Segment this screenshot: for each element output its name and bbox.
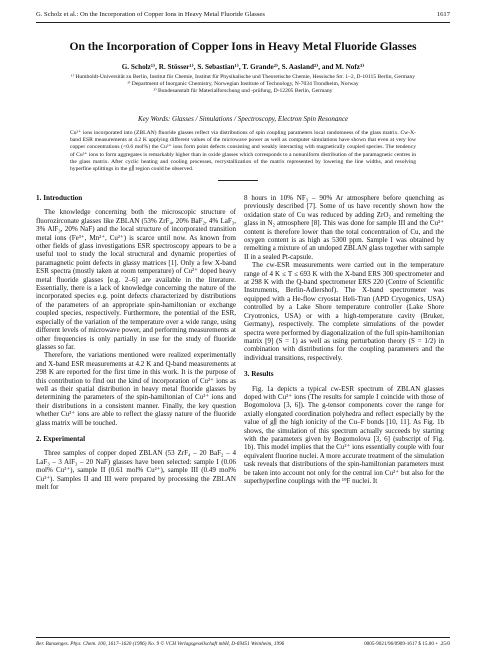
journal-citation: Ber. Bunsenges. Phys. Chem. 100, 1617–1620 (1996) No. 9 © VCH Verlagsgesellschaft mbH, D-69451 Weinheim, 1996: [36, 641, 285, 647]
issn-code: 0005-9021/96/0909-1617 $ 15.00 + .25/0: [364, 641, 450, 647]
paper-title: On the Incorporation of Copper Ions in Heavy Metal Fluoride Glasses: [69, 40, 417, 53]
paragraph: The cw-ESR measurements were carried out in the temperature range of 4 K ≤ T ≤ 693 K with the X-band ERS 300 spectrometer and at 298 K with the Q-band spectrometer ERS 220 (Centre of Scientific Instruments, Berlin-Adlershof). The X-band spectrometer was equipped with a He-flow cryostat Heli-Tran (APD Cryogenics, USA) controlled by a Lake Shore temperature controller (Lake Shore Cryotronics, USA) or with a high-temperature cavity (Bruker, Germany), respectively. The complete simulations of the powder spectra were performed by diagonalization of the full spin-hamiltonian matrix [9] (S = 1) as well as using perturbation theory (S = 1/2) in combination with distributions for the coupling parameters and the individual transitions, respectively.: [244, 261, 444, 362]
paragraph: The knowledge concerning both the microscopic structure of fluorozirconate glasses like ZBLAN (53% ZrF₄, 20% BaF₂, 4% LaF₃, 3% AlF₃, 20% NaF) and the local structure of incorporated transition metal ions (Fe³⁺, Mn²⁺, Cu²⁺) is scarce until now. As known from other fields of glass investigations ESR spectroscopy appears to be a useful tool to study the local structural and dynamic properties of paramagnetic point defects in glassy matrices [1]. Only a few X-band ESR spectra (mostly taken at room temperature) of Cu²⁺ doped heavy metal fluoride glasses [e.g. 2–6] are available in the literature. Essentially, there is a lack of knowledge concerning the nature of the incorporated species e.g. point defects characterized by distributions of the parameters of an appropriate spin-hamiltonian or exchange coupled species, respectively. Furthermore, the potential of the ESR, especially of the variation of the temperature over a wide range, using different levels of microwave power, and performing measurements at other frequencies is only partially in use for the study of fluoride glasses so far.: [36, 208, 236, 351]
section-heading-experimental: 2. Experimental: [36, 434, 86, 443]
section-heading-introduction: 1. Introduction: [36, 194, 83, 202]
paragraph: 8 hours in 10% NF₃ – 90% Ar atmosphere before quenching as previously described [7]. Some of us have recently shown how the oxidation state of Cu was reduced by adding ZrO₂ and remelting the glass in N₂ atmosphere [8]. This was done for sample III and the Cu²⁺ content is therefore lower than the total concentration of Cu, and the oxygen content is as high as 5300 ppm. Sample I was obtained by remelting a mixture of an undoped ZBLAN glass together with sample II in a sealed Pt-capsule.: [244, 194, 444, 261]
paragraph: Fig. 1a depicts a typical cw-ESR spectrum of ZBLAN glasses doped with Cu²⁺ ions (The results for sample I coincide with those of Bogomolova [3, 6]). The g-tensor components cover the range for axially elongated coordination polyhedra and reflect especially by the value of g∥ the high ionicity of the Cu–F bonds [10, 11]. As Fig. 1b shows, the simulation of this spectrum actually succeeds by starting with the parameters given by Bogomolova [3, 6] (subscript of Fig. 1b). This model implies that the Cu²⁺ ions essentially couple with four equivalent fluorine nuclei. A more accurate treatment of the simulation task reveals that distributions of the spin-hamiltonian parameters must be taken into account not only for the central ion Cu²⁺ but also for the superhyperfine couplings with the ¹⁹F nuclei. It: [244, 384, 444, 485]
separator-rule: [218, 180, 258, 181]
left-column: [36, 194, 236, 491]
author-list: G. Scholz¹⁾, R. Stösser¹⁾, S. Sebastian¹⁾, T. Grande²⁾, S. Aasland²⁾, and M. Nofz³⁾: [121, 63, 365, 71]
running-title: G. Scholz et al.: On the Incorporation of Copper Ions in Heavy Metal Fluoride Glasses: [36, 11, 265, 18]
paragraph: Three samples of copper doped ZBLAN (53 ZrF₄ – 20 BaF₂ – 4 LaF₃ – 3 AlF₃ – 20 NaF) glasses have been selected: sample I (0.06 mol% Cu²⁺), sample II (0.61 mol% Cu²⁺), sample III (0.49 mol% Cu²⁺). Samples II and III were prepared by processing the ZBLAN melt for: [36, 449, 236, 491]
abstract: Cu²⁺ ions incorporated into (ZBLAN) fluoride glasses reflect via distributions of spin coupling parameters local randomness of the glass matrix. Cw-X-band ESR measurements at 4.2 K applying different values of the microwave power as well as computer simulations have shown that even at very low copper concentrations (<0.6 mol%) the Cu²⁺ ions form point defects consisting and weakly interacting with magnetically coupled species. The tendency of Cu²⁺ ions to form aggregates is remarkably higher than in oxide glasses which corresponds to a nonuniform distribution of the paramagnetic centres in the glass matrix. After cyclic heating and cooling processes, recrystallization of the matrix represented by lowering the line widths, and resolving hyperfine splittings in the g∥ region could be observed.: [70, 130, 416, 173]
affiliation-1: ¹⁾ Humboldt-Universität zu Berlin, Institut für Chemie, Institut für Physikalische und Theoretische Chemie, Hessische Str. 1–2, D-10115 Berlin, Germany: [70, 74, 416, 80]
right-column: [244, 194, 444, 485]
affiliation-3: ³⁾ Bundesanstalt für Materialforschung und -prüfung, D-12205 Berlin, Germany: [153, 88, 333, 95]
affiliations: [36, 74, 450, 96]
section-heading-results: 3. Results: [244, 370, 274, 379]
affiliation-2: ²⁾ Department of Inorganic Chemistry, Norwegian Institute of Technology, N-7034 Trondheim, Norway: [127, 81, 359, 88]
page-footer: [36, 637, 450, 650]
running-header: [36, 10, 450, 23]
page-number: 1617: [436, 11, 450, 18]
keywords: Key Words: Glasses / Simulations / Spectroscopy, Electron Spin Resonance: [137, 115, 349, 123]
paragraph: Therefore, the variations mentioned were realized experimentally and X-band ESR measurements at 4.2 K and Q-band measurements at 298 K are reported for the first time in this work. It is the purpose of this contribution to find out the kind of incorporation of Cu²⁺ ions as well as their spatial distribution in heavy metal fluoride glasses by determining the parameters of the spin-hamiltonian of Cu²⁺ ions and their distributions in a consistent manner. Finally, the key question whether Cu²⁺ ions are able to reflect the glassy nature of the fluoride glass matrix will be touched.: [36, 351, 236, 427]
